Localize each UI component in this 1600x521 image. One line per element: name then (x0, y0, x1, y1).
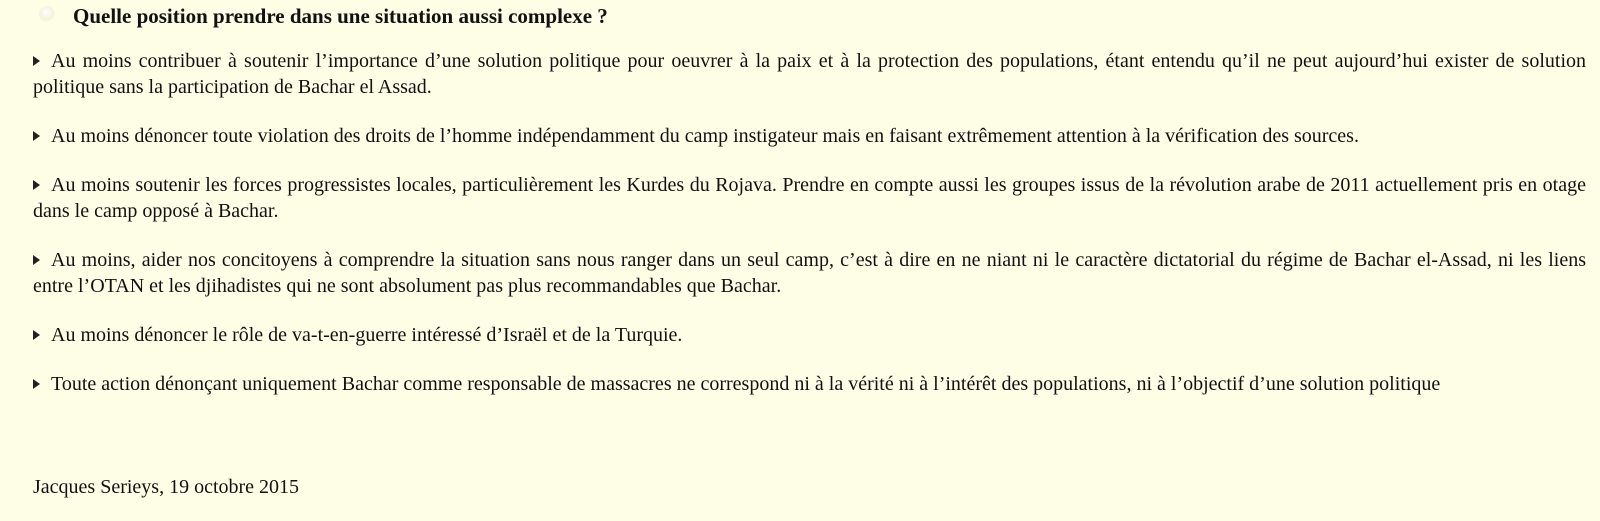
position-list (33, 48, 1586, 420)
heading-row (33, 0, 1586, 34)
list-item (33, 172, 1586, 224)
triangle-bullet-icon (33, 56, 40, 66)
list-item-text: Au moins dénoncer le rôle de va-t-en-guerre intéressé d’Israël et de la Turquie. (51, 324, 683, 346)
list-item-text: Au moins dénoncer toute violation des droits de l’homme indépendamment du camp instigateur mais en faisant extrêmement attention à la vérification des sources. (51, 125, 1359, 147)
list-item (33, 371, 1586, 397)
list-item-text: Au moins soutenir les forces progressistes locales, particulièrement les Kurdes du Rojava. Prendre en compte aussi les groupes issus de la révolution arabe de 2011 actuellement pris en otage dans le camp opposé à Bachar. (33, 174, 1586, 222)
list-item (33, 322, 1586, 348)
list-item (33, 123, 1586, 149)
list-item (33, 48, 1586, 100)
list-item-text: Au moins contribuer à soutenir l’importance d’une solution politique pour oeuvrer à la paix et à la protection des populations, étant entendu qu’il ne peut aujourd’hui exister de solution politique sans la participation de Bachar el Assad. (33, 50, 1586, 98)
triangle-bullet-icon (33, 330, 40, 340)
list-item-text: Toute action dénonçant uniquement Bachar comme responsable de massacres ne correspond ni à la vérité ni à l’intérêt des populations, ni à l’objectif d’une solution politique (51, 373, 1441, 395)
triangle-bullet-icon (33, 379, 40, 389)
list-item (33, 247, 1586, 299)
triangle-bullet-icon (33, 255, 40, 265)
list-item-text: Au moins, aider nos concitoyens à comprendre la situation sans nous ranger dans un seul camp, c’est à dire en ne niant ni le caractère dictatorial du régime de Bachar el-Assad, ni les liens entre l’OTAN et les djihadistes qui ne sont absolument pas plus recommandables que Bachar. (33, 249, 1586, 297)
section-heading: Quelle position prendre dans une situation aussi complexe ? (73, 4, 608, 28)
decorative-dot-icon (39, 6, 55, 22)
triangle-bullet-icon (33, 180, 40, 190)
triangle-bullet-icon (33, 131, 40, 141)
article-body (33, 0, 1586, 498)
author-signature: Jacques Serieys, 19 octobre 2015 (33, 476, 300, 498)
